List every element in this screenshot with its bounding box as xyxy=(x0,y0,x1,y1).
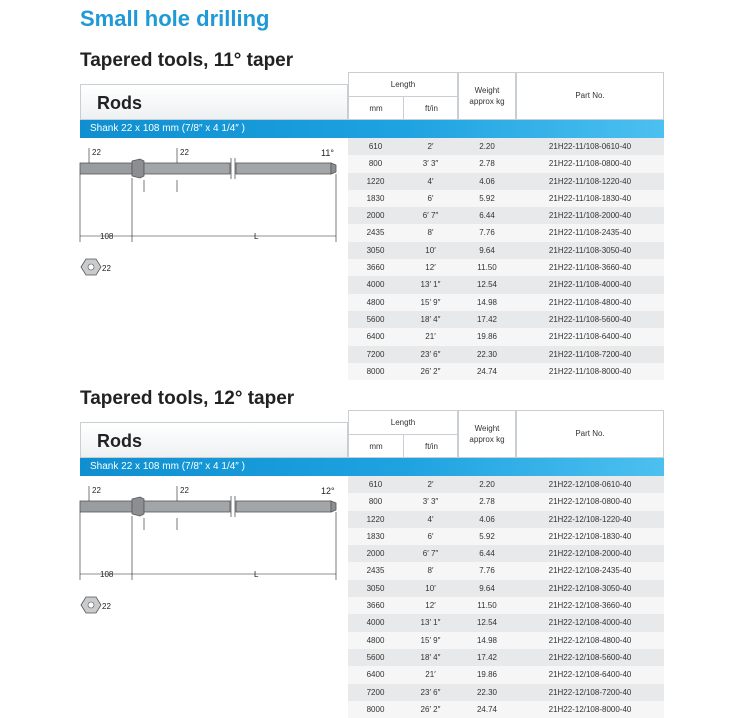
cell-length-mm: 800 xyxy=(368,159,383,169)
product-label-box xyxy=(80,84,348,120)
table-row xyxy=(348,476,664,493)
cell-length-ftin: 10′ xyxy=(425,245,436,255)
section-11-taper xyxy=(0,50,744,376)
header-weight-line2: approx kg xyxy=(469,435,505,444)
dim-length: L xyxy=(254,570,259,579)
dim-shank-diameter: 22 xyxy=(92,148,101,157)
cell-part-no: 21H22-12/108-1830-40 xyxy=(548,531,632,541)
cell-length-ftin: 3′ 3″ xyxy=(422,497,439,507)
product-label-box xyxy=(80,422,348,458)
cell-part-no: 21H22-12/108-3660-40 xyxy=(548,601,632,611)
table-row xyxy=(348,311,664,328)
header-length xyxy=(348,72,458,120)
cell-length-ftin: 6′ 7″ xyxy=(422,549,439,559)
cell-part-no: 21H22-11/108-1830-40 xyxy=(548,193,632,203)
dimension-lines xyxy=(80,486,336,580)
header-weight-line1: Weight xyxy=(474,424,500,433)
cell-weight: 19.86 xyxy=(476,332,498,342)
hex-section-icon xyxy=(78,254,118,280)
table-row xyxy=(348,276,664,293)
cell-length-ftin: 8′ xyxy=(427,228,434,238)
cell-weight: 22.30 xyxy=(476,349,498,359)
cell-weight: 2.78 xyxy=(479,159,495,169)
cell-length-mm: 2000 xyxy=(366,211,385,221)
cell-length-mm: 3050 xyxy=(366,245,385,255)
product-label: Rods xyxy=(97,93,142,113)
cell-part-no: 21H22-12/108-2435-40 xyxy=(548,566,632,576)
header-weight xyxy=(458,72,516,120)
cell-length-ftin: 23′ 6″ xyxy=(420,349,441,359)
table-row xyxy=(348,346,664,363)
cell-length-ftin: 15′ 9″ xyxy=(420,297,441,307)
cell-weight: 2.20 xyxy=(479,142,495,151)
hex-dimension: 22 xyxy=(102,602,111,611)
cell-part-no: 21H22-11/108-3660-40 xyxy=(548,263,632,273)
table-row xyxy=(348,259,664,276)
cell-length-ftin: 12′ xyxy=(425,263,436,273)
table-row xyxy=(348,328,664,345)
table-row xyxy=(348,155,664,172)
cell-part-no: 21H22-11/108-1220-40 xyxy=(548,176,632,186)
cell-length-mm: 4800 xyxy=(366,297,385,307)
cell-weight: 14.98 xyxy=(476,635,498,645)
page-title: Small hole drilling xyxy=(80,6,270,31)
table-row xyxy=(348,363,664,380)
cell-weight: 11.50 xyxy=(477,263,497,273)
cell-length-mm: 6400 xyxy=(366,670,385,680)
cell-length-mm: 3660 xyxy=(366,601,385,611)
table-row xyxy=(348,138,664,155)
cell-length-ftin: 15′ 9″ xyxy=(420,635,441,645)
table-row xyxy=(348,173,664,190)
cell-part-no: 21H22-12/108-7200-40 xyxy=(548,687,632,697)
table-row xyxy=(348,294,664,311)
table-row xyxy=(348,597,664,614)
cell-part-no: 21H22-12/108-8000-40 xyxy=(548,704,632,714)
cell-length-mm: 1830 xyxy=(366,531,385,541)
rod-shape xyxy=(80,496,336,517)
header-weight-line2: approx kg xyxy=(469,97,505,106)
dim-body-diameter: 22 xyxy=(180,486,189,495)
cell-weight: 6.44 xyxy=(479,549,495,559)
table-row xyxy=(348,701,664,718)
header-length-title: Length xyxy=(349,73,457,97)
dim-shank-length: 108 xyxy=(100,232,114,241)
cell-length-mm: 1220 xyxy=(366,176,385,186)
cell-part-no: 21H22-11/108-8000-40 xyxy=(548,366,632,376)
table-row xyxy=(348,649,664,666)
shank-bar xyxy=(80,120,664,138)
cell-part-no: 21H22-12/108-0800-40 xyxy=(548,497,632,507)
table-row xyxy=(348,684,664,701)
cell-length-mm: 2435 xyxy=(366,566,385,576)
table-row xyxy=(348,242,664,259)
cell-length-ftin: 21′ xyxy=(425,670,436,680)
table-row xyxy=(348,666,664,683)
cell-weight: 2.78 xyxy=(479,497,495,507)
header-ftin: ft/in xyxy=(425,104,438,113)
cell-length-ftin: 18′ 4″ xyxy=(420,652,441,662)
cell-length-mm: 2000 xyxy=(366,549,385,559)
table-row xyxy=(348,632,664,649)
cell-part-no: 21H22-11/108-4800-40 xyxy=(548,297,632,307)
cell-weight: 9.64 xyxy=(479,583,495,593)
cell-weight: 2.20 xyxy=(479,480,495,489)
hex-dimension: 22 xyxy=(102,264,111,273)
cell-weight: 4.06 xyxy=(479,176,495,186)
header-length-title: Length xyxy=(349,411,457,435)
cell-weight: 7.76 xyxy=(479,566,495,576)
cell-weight: 7.76 xyxy=(479,228,495,238)
table-row xyxy=(348,224,664,241)
table-row xyxy=(348,190,664,207)
cell-weight: 11.50 xyxy=(477,601,497,611)
cell-part-no: 21H22-11/108-3050-40 xyxy=(548,245,632,255)
cell-length-mm: 800 xyxy=(368,497,383,507)
data-table xyxy=(348,476,664,718)
cell-length-mm: 8000 xyxy=(366,366,385,376)
cell-part-no: 21H22-12/108-4800-40 xyxy=(548,635,632,645)
rod-diagram xyxy=(74,144,344,244)
cell-part-no: 21H22-11/108-2000-40 xyxy=(548,211,632,221)
rod-shape xyxy=(80,158,336,179)
shank-bar xyxy=(80,458,664,476)
table-row xyxy=(348,545,664,562)
cell-length-ftin: 6′ xyxy=(427,193,434,203)
table-row xyxy=(348,562,664,579)
cell-length-mm: 1220 xyxy=(366,514,385,524)
cell-length-mm: 610 xyxy=(368,142,383,151)
cell-length-mm: 7200 xyxy=(366,349,385,359)
cell-part-no: 21H22-11/108-0800-40 xyxy=(548,159,632,169)
cell-part-no: 21H22-11/108-2435-40 xyxy=(548,228,632,238)
header-part-no xyxy=(516,410,664,458)
rod-diagram xyxy=(74,482,344,582)
cell-length-ftin: 6′ xyxy=(427,531,434,541)
dimension-lines xyxy=(80,148,336,242)
dim-shank-diameter: 22 xyxy=(92,486,101,495)
cell-part-no: 21H22-12/108-4000-40 xyxy=(548,618,632,628)
hex-section-icon xyxy=(78,592,118,618)
cell-weight: 24.74 xyxy=(476,366,498,376)
cell-weight: 17.42 xyxy=(476,314,498,324)
cell-part-no: 21H22-11/108-7200-40 xyxy=(548,349,632,359)
cell-weight: 17.42 xyxy=(476,652,498,662)
cell-length-mm: 5600 xyxy=(366,652,385,662)
dim-body-diameter: 22 xyxy=(180,148,189,157)
shank-spec: Shank 22 x 108 mm (7/8″ x 4 1/4″ ) xyxy=(90,123,245,134)
header-mm: mm xyxy=(349,435,404,458)
cell-part-no: 21H22-12/108-1220-40 xyxy=(548,514,632,524)
cell-weight: 5.92 xyxy=(479,531,495,541)
table-row xyxy=(348,580,664,597)
cell-length-ftin: 8′ xyxy=(427,566,434,576)
cell-length-ftin: 26′ 2″ xyxy=(420,704,441,714)
cell-weight: 6.44 xyxy=(479,211,495,221)
header-weight xyxy=(458,410,516,458)
cell-length-ftin: 13′ 1″ xyxy=(420,618,441,628)
cell-part-no: 21H22-11/108-4000-40 xyxy=(548,280,632,290)
cell-length-mm: 4000 xyxy=(366,618,385,628)
cell-weight: 14.98 xyxy=(476,297,498,307)
cell-length-mm: 4800 xyxy=(366,635,385,645)
cell-length-ftin: 4′ xyxy=(427,176,434,186)
cell-weight: 9.64 xyxy=(479,245,495,255)
cell-length-mm: 3660 xyxy=(366,263,385,273)
cell-length-ftin: 21′ xyxy=(425,332,436,342)
cell-part-no: 21H22-12/108-2000-40 xyxy=(548,549,632,559)
cell-length-ftin: 10′ xyxy=(425,583,436,593)
section-12-taper xyxy=(0,388,744,714)
table-row xyxy=(348,493,664,510)
cell-weight: 22.30 xyxy=(476,687,498,697)
cell-length-mm: 2435 xyxy=(366,228,385,238)
cell-weight: 12.54 xyxy=(476,618,498,628)
cell-part-no: 21H22-12/108-3050-40 xyxy=(548,583,632,593)
cell-part-no: 21H22-11/108-5600-40 xyxy=(548,314,632,324)
table-row xyxy=(348,614,664,631)
cell-length-mm: 7200 xyxy=(366,687,385,697)
cell-length-ftin: 13′ 1″ xyxy=(420,280,441,290)
cell-length-mm: 6400 xyxy=(366,332,385,342)
shank-spec: Shank 22 x 108 mm (7/8″ x 4 1/4″ ) xyxy=(90,461,245,472)
cell-length-mm: 5600 xyxy=(366,314,385,324)
cell-part-no: 21H22-12/108-0610-40 xyxy=(548,480,632,489)
section-title: Tapered tools, 12° taper xyxy=(80,388,295,409)
cell-length-ftin: 3′ 3″ xyxy=(422,159,439,169)
cell-weight: 4.06 xyxy=(479,514,495,524)
dim-shank-length: 108 xyxy=(100,570,114,579)
cell-part-no: 21H22-12/108-5600-40 xyxy=(548,652,632,662)
header-ftin: ft/in xyxy=(425,442,438,451)
header-length xyxy=(348,410,458,458)
cell-length-mm: 1830 xyxy=(366,193,385,203)
cell-length-ftin: 2′ xyxy=(427,480,434,489)
table-row xyxy=(348,511,664,528)
table-row xyxy=(348,528,664,545)
cell-part-no: 21H22-11/108-0610-40 xyxy=(548,142,632,151)
cell-part-no: 21H22-11/108-6400-40 xyxy=(548,332,632,342)
cell-weight: 19.86 xyxy=(476,670,498,680)
cell-length-ftin: 23′ 6″ xyxy=(420,687,441,697)
data-table xyxy=(348,138,664,380)
product-label: Rods xyxy=(97,431,142,451)
taper-angle: 11° xyxy=(321,148,334,158)
cell-weight: 12.54 xyxy=(476,280,498,290)
cell-length-mm: 4000 xyxy=(366,280,385,290)
cell-length-ftin: 6′ 7″ xyxy=(422,211,439,221)
cell-length-mm: 3050 xyxy=(366,583,385,593)
header-part-no xyxy=(516,72,664,120)
cell-length-ftin: 12′ xyxy=(425,601,436,611)
header-mm: mm xyxy=(349,97,404,120)
dim-length: L xyxy=(254,232,259,241)
cell-weight: 24.74 xyxy=(476,704,498,714)
cell-length-ftin: 18′ 4″ xyxy=(420,314,441,324)
cell-length-ftin: 4′ xyxy=(427,514,434,524)
taper-angle: 12° xyxy=(321,486,335,496)
cell-part-no: 21H22-12/108-6400-40 xyxy=(548,670,632,680)
header-part-no-label: Part No. xyxy=(575,429,605,438)
cell-length-ftin: 2′ xyxy=(427,142,434,151)
header-weight-line1: Weight xyxy=(474,86,500,95)
cell-length-mm: 8000 xyxy=(366,704,385,714)
section-title: Tapered tools, 11° taper xyxy=(80,50,294,71)
cell-length-mm: 610 xyxy=(368,480,383,489)
table-row xyxy=(348,207,664,224)
cell-length-ftin: 26′ 2″ xyxy=(420,366,441,376)
header-part-no-label: Part No. xyxy=(575,91,605,100)
cell-weight: 5.92 xyxy=(479,193,495,203)
